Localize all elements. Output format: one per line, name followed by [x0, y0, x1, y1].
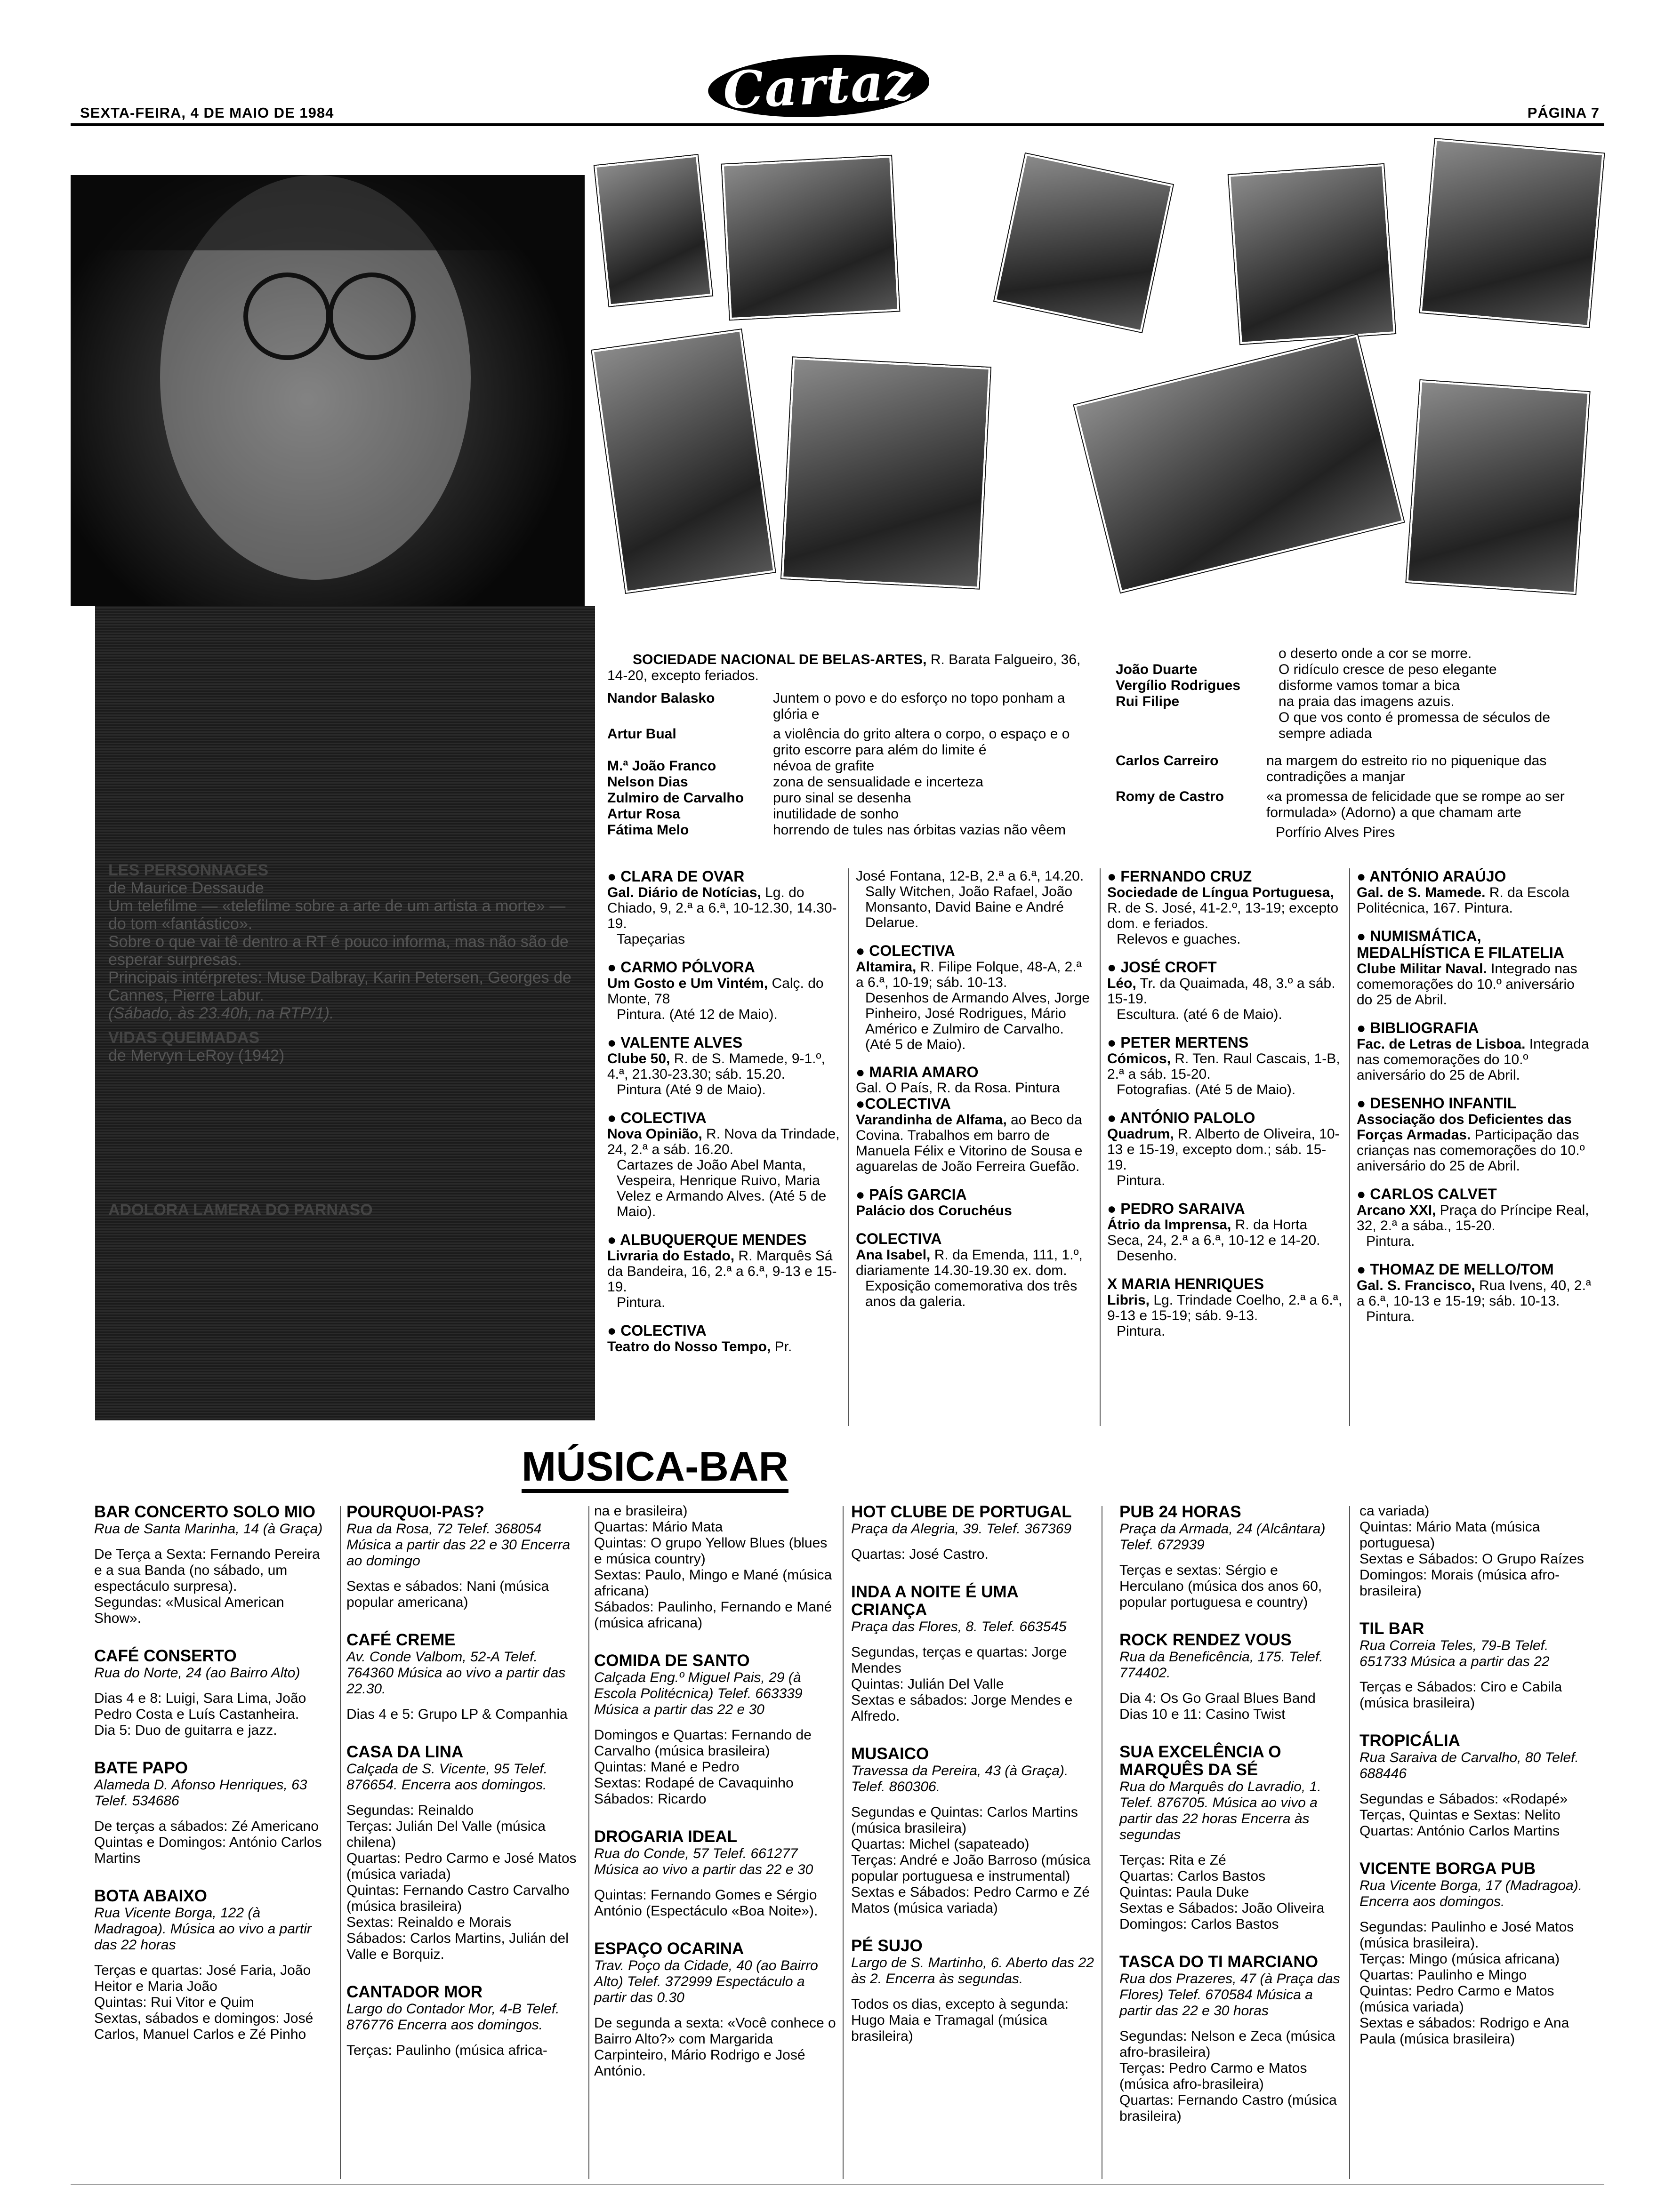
venue-address: Alameda D. Afonso Henriques, 63 Telef. 534686 [94, 1777, 307, 1809]
venue-schedule-line: Quartas: Pedro Carmo e José Matos (música variada) [346, 1851, 577, 1882]
venue-schedule-line: Quartas: Fernando Castro (música brasileira) [1119, 2092, 1337, 2124]
venue-schedule-line: Dias 4 e 8: Luigi, Sara Lima, João Pedro Costa e Luís Castanheira. [94, 1691, 306, 1722]
venue-listing [1359, 1503, 1593, 1599]
venue-schedule-line: Sextas e Sábados: João Oliveira [1119, 1900, 1325, 1916]
margin-strip [71, 606, 95, 1420]
venue-name: TROPICÁLIA [1359, 1731, 1460, 1750]
venue-name: SUA EXCELÊNCIA O MARQUÊS DA SÉ [1119, 1743, 1281, 1779]
issue-date: SEXTA-FEIRA, 4 DE MAIO DE 1984 [80, 104, 334, 121]
venue-name: CAFÉ CREME [346, 1631, 456, 1649]
venue-listing [594, 1828, 836, 1919]
venue-schedule-line: Segundas: Nelson e Zeca (música afro-brasileira) [1119, 2028, 1335, 2060]
venue-listing [851, 1583, 1094, 1724]
venue-listing [594, 1940, 836, 2079]
venue-schedule-line: Sextas: Reinaldo e Morais [346, 1915, 512, 1930]
venue-schedule-line: De Terça a Sexta: Fernando Pereira e a sua Banda (no sábado, um espectáculo surpresa). [94, 1547, 320, 1594]
venue-schedule-line: Quintas: O grupo Yellow Blues (blues e música country) [594, 1535, 828, 1567]
venue-address: Rua Vicente Borga, 122 (à Madragoa). Música ao vivo a partir das 22 horas [94, 1905, 312, 1953]
venue-address: Rua do Norte, 24 (ao Bairro Alto) [94, 1665, 300, 1681]
venue-schedule-line: Terças: Paulinho (música africa- [346, 2043, 547, 2058]
venue-schedule-line: na e brasileira) [594, 1503, 688, 1519]
venue-address: Rua de Santa Marinha, 14 (à Graça) [94, 1521, 323, 1537]
venue-schedule-line: Sextas e sábados: Jorge Mendes e Alfredo. [851, 1692, 1073, 1724]
venue-schedule-line: Quartas: António Carlos Martins [1359, 1823, 1560, 1839]
venue-listing [94, 1647, 330, 1739]
venue-address: Rua do Marquês do Lavradio, 1. Telef. 876705. Música ao vivo a partir das 22 horas Encerra às segundas [1119, 1779, 1321, 1843]
venue-schedule-line: Terças: Pedro Carmo e Matos (música afro-brasileira) [1119, 2060, 1307, 2092]
venue-listing [346, 1983, 582, 2059]
tv-listing: LES PERSONNAGES de Maurice Dessaude Um telefilme — «telefilme sobre a arte de um artista a morte» — do tom «fantástico». Sobre o que vai tê dentro a RT é pouco informa, mas não são de esperar surpresas. Principais intérpretes: Muse Dalbray, Karin Petersen, Georges de Cannes, Pierre Labur. (Sábado, às 23.40h, na RTP/1). VIDAS QUEIMADAS de Mervyn LeRoy (1942) ADOLORA LAMERA DO PARNASO [108, 861, 571, 1219]
venue-name: HOT CLUBE DE PORTUGAL [851, 1503, 1072, 1521]
venue-name: INDA A NOITE É UMA CRIANÇA [851, 1583, 1018, 1619]
venue-name: POURQUOI-PAS? [346, 1503, 484, 1521]
venue-name: BAR CONCERTO SOLO MIO [94, 1503, 315, 1521]
venue-name: BATE PAPO [94, 1759, 188, 1777]
section-title-musica-bar: MÚSICA-BAR [522, 1446, 788, 1493]
venue-schedule-line: Terças e Sábados: Ciro e Cabila (música brasileira) [1359, 1679, 1562, 1711]
venue-listing [346, 1631, 582, 1723]
venue-schedule-line: Dia 4: Os Go Graal Blues Band [1119, 1691, 1316, 1706]
venue-schedule-line: Quintas e Domingos: António Carlos Martins [94, 1835, 322, 1866]
expo-column-1: ● CLARA DE OVAR Gal. Diário de Notícias, Lg. do Chiado, 9, 2.ª a 6.ª, 10-12.30, 14.30-19. Tapeçarias ● CARMO PÓLVORA Um Gosto e Um Vintém, Calç. do Monte, 78 Pintura. (Até 12 de Maio). ● VALENTE ALVES Clube 50, R. de S. Mamede, 9-1.º, 4.ª, 21.30-23.30; sáb. 15.20. Pintura (Até 9 de Maio). ● COLECTIVA Nova Opinião, R. Nova da Trindade, 24, 2.ª a sáb. 16.20. Cartazes de João Abel Manta, Vespeira, Henrique Ruivo, Maria Velez e Armando Alves. (Até 5 de Maio). ● ALBUQUERQUE MENDES Livraria do Estado, R. Marquês Sá da Bandeira, 16, 2.ª a 6.ª, 9-13 e 15-19. Pintura. ● COLECTIVA Teatro do Nosso Tempo, Pr. [607, 868, 840, 1354]
expo-column-3: ● FERNANDO CRUZ Sociedade de Língua Portuguesa, R. de S. José, 41-2.º, 13-19; excepto dom. e feriados. Relevos e guaches. ● JOSÉ CROFT Léo, Tr. da Quaimada, 48, 3.º a sáb. 15-19. Escultura. (até 6 de Maio). ● PETER MERTENS Cómicos, R. Ten. Raul Cascais, 1-B, 2.ª a sáb. 15-20. Fotografias. (Até 5 de Maio). ● ANTÓNIO PALOLO Quadrum, R. Alberto de Oliveira, 10-13 e 15-19, excepto dom.; sáb. 15-19. Pintura. ● PEDRO SARAIVA Átrio da Imprensa, R. da Horta Seca, 24, 2.ª a 6.ª, 10-12 e 14-20. Desenho. X MARIA HENRIQUES Libris, Lg. Trindade Coelho, 2.ª a 6.ª, 9-13 e 15-19; sáb. 9-13. Pintura. [1107, 868, 1343, 1339]
musica-bar-column-1 [94, 1503, 330, 2063]
venue-schedule-line: Sextas e Sábados: Pedro Carmo e Zé Matos (música variada) [851, 1884, 1090, 1916]
venue-listing [94, 1887, 330, 2043]
venue-listing [851, 1503, 1094, 1563]
venue-listing [851, 1937, 1094, 2044]
musica-bar-column-4 [851, 1503, 1094, 2065]
venue-listing [594, 1503, 836, 1631]
venue-schedule-line: Segundas: Reinaldo [346, 1803, 474, 1818]
musica-bar-column-2 [346, 1503, 582, 2079]
musica-bar-column-5 [1119, 1503, 1344, 2145]
venue-schedule-line: Terças: Mingo (música africana) [1359, 1951, 1560, 1967]
venue-schedule-line: Segundas: «Musical American Show». [94, 1595, 284, 1626]
bottom-rule [71, 2184, 1604, 2185]
venue-schedule-line: Terças e quartas: José Faria, João Heitor e Maria João [94, 1963, 311, 1994]
venue-address: Rua da Beneficência, 175. Telef. 774402. [1119, 1649, 1323, 1681]
venue-name: VICENTE BORGA PUB [1359, 1859, 1536, 1878]
venue-address: Rua Vicente Borga, 17 (Madragoa). Encerra aos domingos. [1359, 1878, 1583, 1909]
venue-schedule-line: Segundas, terças e quartas: Jorge Mendes [851, 1644, 1067, 1676]
venue-address: Praça da Alegria, 39. Telef. 367369 [851, 1521, 1072, 1537]
venue-name: ROCK RENDEZ VOUS [1119, 1631, 1292, 1649]
venue-address: Rua Saraiva de Carvalho, 80 Telef. 688446 [1359, 1750, 1579, 1781]
venue-schedule-line: Quintas: Paula Duke [1119, 1884, 1249, 1900]
venue-schedule-line: De segunda a sexta: «Você conhece o Bairro Alto?» com Margarida Carpinteiro, Mário Rodrigo e José António. [594, 2015, 836, 2079]
venue-schedule-line: Todos os dias, excepto à segunda: Hugo Maia e Tramagal (música brasileira) [851, 1996, 1069, 2044]
venue-schedule-line: Dias 10 e 11: Casino Twist [1119, 1707, 1286, 1722]
venue-name: TIL BAR [1359, 1619, 1424, 1638]
venue-schedule-line: Terças, Quintas e Sextas: Nelito [1359, 1807, 1560, 1823]
venue-schedule-line: Sábados: Carlos Martins, Julián del Valle e Borquiz. [346, 1931, 569, 1962]
venue-schedule-line: Sextas: Paulo, Mingo e Mané (música africana) [594, 1567, 832, 1599]
expo-column-2: José Fontana, 12-B, 2.ª a 6.ª, 14.20. Sally Witchen, João Rafael, João Monsanto, David Baine e André Delarue. ● COLECTIVA Altamira, R. Filipe Folque, 48-A, 2.ª a 6.ª, 10-19; sáb. 10-13. Desenhos de Armando Alves, Jorge Pinheiro, José Rodrigues, Mário Américo e Zulmiro de Carvalho. (Até 5 de Maio). ● MARIA AMARO Gal. O País, R. da Rosa. Pintura ●COLECTIVA Varandinha de Alfama, ao Beco da Covina. Trabalhos em barro de Manuela Félix e Vitorino de Sousa e aguarelas de João Ferreira Guefão. ● PAÍS GARCIA Palácio dos Coruchéus COLECTIVA Ana Isabel, R. da Emenda, 111, 1.º, diariamente 14.30-19.30 ex. dom. Exposição comemorativa dos três anos da galeria. [856, 868, 1090, 1309]
venue-schedule-line: Sextas e sábados: Nani (música popular americana) [346, 1579, 549, 1610]
venue-schedule-line: Quartas: Carlos Bastos [1119, 1868, 1266, 1884]
venue-listing [346, 1503, 582, 1611]
venue-schedule-line: Sábados: Ricardo [594, 1791, 707, 1807]
venue-schedule-line: Segundas e Quintas: Carlos Martins (música brasileira) [851, 1804, 1078, 1836]
venue-listing [851, 1745, 1094, 1916]
venue-address: Largo do Contador Mor, 4-B Telef. 876776 Encerra aos domingos. [346, 2001, 560, 2033]
venue-address: Travessa da Pereira, 43 (à Graça). Telef. 860306. [851, 1763, 1069, 1795]
venue-name: BOTA ABAIXO [94, 1887, 207, 1905]
venue-schedule-line: Quartas: Paulinho e Mingo [1359, 1967, 1527, 1983]
venue-address: Rua dos Prazeres, 47 (à Praça das Flores) Telef. 670584 Música a partir das 22 e 30 horas [1119, 1971, 1340, 2019]
venue-schedule-line: Quintas: Pedro Carmo e Matos (música variada) [1359, 1983, 1554, 2015]
venue-schedule-line: Segundas e Sábados: «Rodapé» [1359, 1791, 1568, 1807]
cartaz-logo: Cartaz [707, 50, 931, 122]
venue-schedule-line: Quintas: Rui Vitor e Quim [94, 1995, 254, 2010]
venue-name: CAFÉ CONSERTO [94, 1647, 237, 1665]
venue-schedule-line: Quartas: Mário Mata [594, 1519, 723, 1535]
venue-schedule-line: Sextas: Rodapé de Cavaquinho [594, 1775, 794, 1791]
venue-schedule-line: Quintas: Fernando Gomes e Sérgio António (Espectáculo «Boa Noite»). [594, 1887, 818, 1919]
venue-schedule-line: Terças: Rita e Zé [1119, 1852, 1226, 1868]
venue-schedule-line: Dias 4 e 5: Grupo LP & Companhia [346, 1707, 568, 1722]
page-number: PÁGINA 7 [1527, 104, 1600, 121]
venue-address: Rua do Conde, 57 Telef. 661277 Música ao vivo a partir das 22 e 30 [594, 1846, 813, 1877]
venue-schedule-line: ca variada) [1359, 1503, 1430, 1519]
venue-name: PÉ SUJO [851, 1937, 923, 1955]
expo-column-4: ● ANTÓNIO ARAÚJO Gal. de S. Mamede. R. da Escola Politécnica, 167. Pintura. ● NUMISMÁTICA, MEDALHÍSTICA E FILATELIA Clube Militar Naval. Integrado nas comemorações do 10.º aniversário do 25 de Abril. ● BIBLIOGRAFIA Fac. de Letras de Lisboa. Integrada nas comemorações do 10.º aniversário do 25 de Abril. ● DESENHO INFANTIL Associação dos Deficientes das Forças Armadas. Participação das crianças nas comemorações do 10.º aniversário do 25 de Abril. ● CARLOS CALVET Arcano XXI, Praça do Príncipe Real, 32, 2.ª a sába., 15-20. Pintura. ● THOMAZ DE MELLO/TOM Gal. S. Francisco, Rua Ivens, 40, 2.ª a 6.ª, 10-13 e 15-19; sáb. 10-13. Pintura. [1357, 868, 1592, 1324]
venue-listing [1119, 1743, 1344, 1932]
portrait-photo [71, 175, 585, 606]
sociedade-block: SOCIEDADE NACIONAL DE BELAS-ARTES, R. Barata Falgueiro, 36, 14-20, excepto feriados. Nandor Balasko Juntem o povo e do esforço no topo ponham a glória e Artur Bual a violência do grito altera o corpo, o espaço e o grito escorre para além do limite é M.ª João Franco névoa de grafite Nelson Dias zona de sensualidade e incerteza Zulmiro de Carvalho puro sinal se desenha Artur Rosa inutilidade de sonho Fátima Melo horrendo de tules nas órbitas vazias não vêem [607, 652, 1081, 838]
venue-address: Trav. Poço da Cidade, 40 (ao Bairro Alto) Telef. 372999 Espectáculo a partir das 0.30 [594, 1958, 818, 2005]
venue-schedule-line: Sextas e Sábados: O Grupo Raízes [1359, 1551, 1584, 1567]
venue-listing [94, 1503, 330, 1627]
venue-name: CANTADOR MOR [346, 1983, 483, 2001]
musica-bar-column-3 [594, 1503, 836, 2100]
venue-schedule-line: Quintas: Mário Mata (música portuguesa) [1359, 1519, 1540, 1551]
venue-listing [1359, 1732, 1593, 1839]
venue-listing [1119, 1953, 1344, 2124]
venue-listing [94, 1759, 330, 1867]
venue-schedule-line: Segundas: Paulinho e José Matos (música brasileira). [1359, 1919, 1574, 1951]
venue-listing [346, 1743, 582, 1963]
venue-name: ESPAÇO OCARINA [594, 1940, 744, 1958]
venue-address: Calçada Eng.º Miguel Pais, 29 (à Escola Politécnica) Telef. 663339 Música a partir das 22 e 30 [594, 1670, 803, 1717]
venue-name: DROGARIA IDEAL [594, 1827, 737, 1846]
venue-schedule-line: Domingos: Morais (música afro-brasileira) [1359, 1567, 1560, 1599]
venue-listing [1119, 1631, 1344, 1723]
venue-schedule-line: De terças a sábados: Zé Americano [94, 1819, 319, 1834]
venue-address: Rua Correia Teles, 79-B Telef. 651733 Música a partir das 22 [1359, 1638, 1550, 1669]
venue-listing [1359, 1620, 1593, 1711]
venue-address: Calçada de S. Vicente, 95 Telef. 876654. Encerra aos domingos. [346, 1761, 547, 1793]
venue-name: COMIDA DE SANTO [594, 1651, 750, 1670]
venue-name: TASCA DO TI MARCIANO [1119, 1953, 1318, 1971]
venue-schedule-line: Terças e sextas: Sérgio e Herculano (música dos anos 60, popular portuguesa e country) [1119, 1563, 1322, 1610]
venue-address: Rua da Rosa, 72 Telef. 368054 Música a partir das 22 e 30 Encerra ao domingo [346, 1521, 571, 1569]
venue-name: CASA DA LINA [346, 1743, 464, 1761]
venue-name: PUB 24 HORAS [1119, 1503, 1241, 1521]
venue-address: Largo de S. Martinho, 6. Aberto das 22 às 2. Encerra às segundas. [851, 1955, 1094, 1987]
venue-schedule-line: Quartas: José Castro. [851, 1547, 989, 1562]
venue-schedule-line: Terças: André e João Barroso (música popular portuguesa e instrumental) [851, 1852, 1091, 1884]
venue-schedule-line: Terças: Julián Del Valle (música chilena) [346, 1819, 546, 1850]
venue-listing [1359, 1860, 1593, 2047]
header-rule [71, 123, 1604, 126]
venue-address: Av. Conde Valbom, 52-A Telef. 764360 Música ao vivo a partir das 22.30. [346, 1649, 566, 1697]
venue-schedule-line: Quintas: Mané e Pedro [594, 1759, 740, 1775]
venue-schedule-line: Dia 5: Duo de guitarra e jazz. [94, 1723, 277, 1738]
sociedade-block-cont: o deserto onde a cor se morre. João Duarte O ridículo cresce de peso elegante Vergílio Rodrigues disforme vamos tomar a bica Rui Filipe na praia das imagens azuis. O que vos conto é promessa de séculos de sempre adiada Carlos Carreiro na margem do estreito rio no piquenique das contradições a manjar Romy de Castro «a promessa de felicidade que se rompe ao ser formulada» (Adorno) a que chamam arte Porfírio Alves Pires [1116, 646, 1565, 840]
venue-schedule-line: Sextas, sábados e domingos: José Carlos, Manuel Carlos e Zé Pinho [94, 2011, 314, 2042]
venue-address: Praça das Flores, 8. Telef. 663545 [851, 1619, 1067, 1635]
venue-listing [1119, 1503, 1344, 1611]
venue-schedule-line: Domingos e Quartas: Fernando de Carvalho (música brasileira) [594, 1727, 812, 1759]
musica-bar-column-6 [1359, 1503, 1593, 2068]
venue-schedule-line: Sábados: Paulinho, Fernando e Mané (música africana) [594, 1599, 832, 1631]
exhibition-collage-photo [585, 141, 1604, 631]
venue-schedule-line: Domingos: Carlos Bastos [1119, 1916, 1279, 1932]
venue-schedule-line: Quintas: Fernando Castro Carvalho (música brasileira) [346, 1883, 570, 1914]
venue-schedule-line: Quintas: Julián Del Valle [851, 1676, 1004, 1692]
venue-schedule-line: Sextas e sábados: Rodrigo e Ana Paula (música brasileira) [1359, 2015, 1569, 2047]
venue-name: MUSAICO [851, 1745, 929, 1763]
venue-schedule-line: Quartas: Michel (sapateado) [851, 1836, 1030, 1852]
venue-listing [594, 1652, 836, 1807]
venue-address: Praça da Armada, 24 (Alcântara) Telef. 672939 [1119, 1521, 1326, 1553]
